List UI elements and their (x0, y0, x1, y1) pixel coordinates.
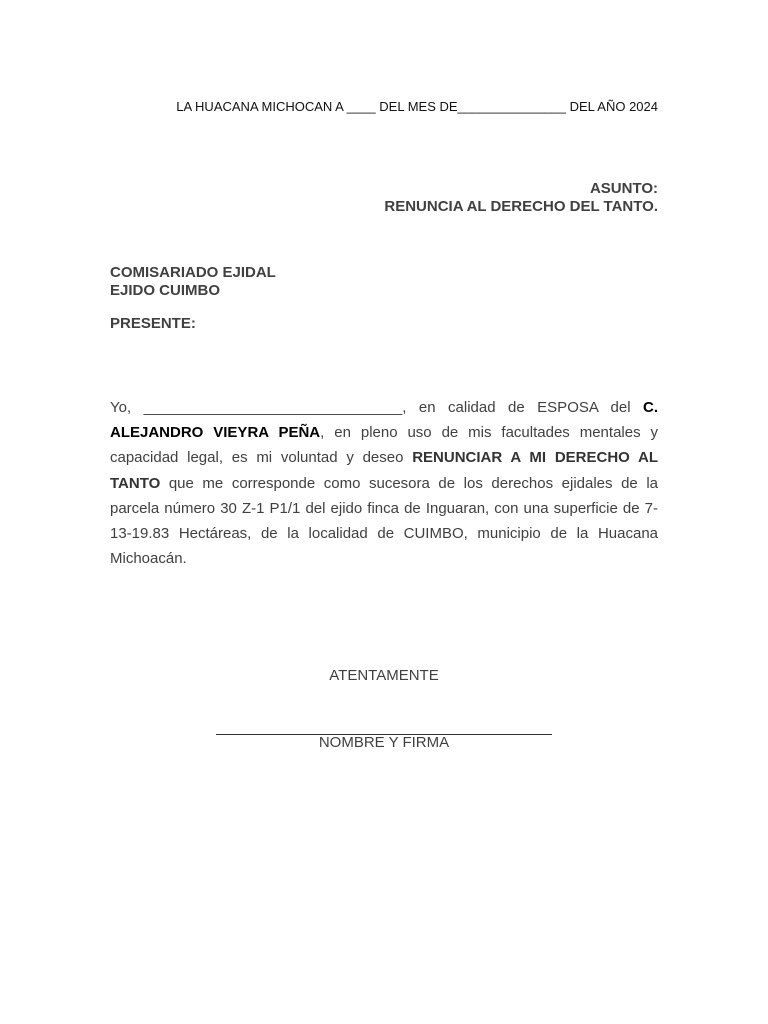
subject-block (384, 180, 658, 216)
presente-label: PRESENTE: (110, 315, 196, 332)
dateline: LA HUACANA MICHOCAN A ____ DEL MES DE_______________ DEL AÑO 2024 (176, 99, 658, 114)
renunciation-emphasis: RENUNCIAR A MI DERECHO AL TANTO (110, 449, 659, 492)
body-part-2: , en pleno uso de mis facultades mentales y capacidad legal, es mi voluntad y deseo (110, 424, 659, 467)
body-part-1: Yo, _______________________________, en calidad de ESPOSA del (110, 399, 643, 416)
body-part-3: que me corresponde como sucesora de los derechos ejidales de la parcela número 30 Z-1 P1/1 del ejido finca de Inguaran, con una superficie de 7-13-19.83 Hectáreas, de la localidad de CUIMBO, municipio de la Huacana Michoacán. (110, 474, 658, 568)
signature-label: NOMBRE Y FIRMA (318, 734, 450, 751)
addressee-block (110, 264, 276, 300)
closing-text: ATENTAMENTE (329, 667, 439, 684)
subject-label: ASUNTO: (589, 180, 658, 197)
body-paragraph (110, 395, 658, 571)
husband-name: C. ALEJANDRO VIEYRA PEÑA (110, 399, 658, 442)
addressee-line-1: COMISARIADO EJIDAL (110, 264, 276, 281)
addressee-line-2: EJIDO CUIMBO (110, 282, 221, 299)
subject-text: RENUNCIA AL DERECHO DEL TANTO. (384, 198, 658, 215)
